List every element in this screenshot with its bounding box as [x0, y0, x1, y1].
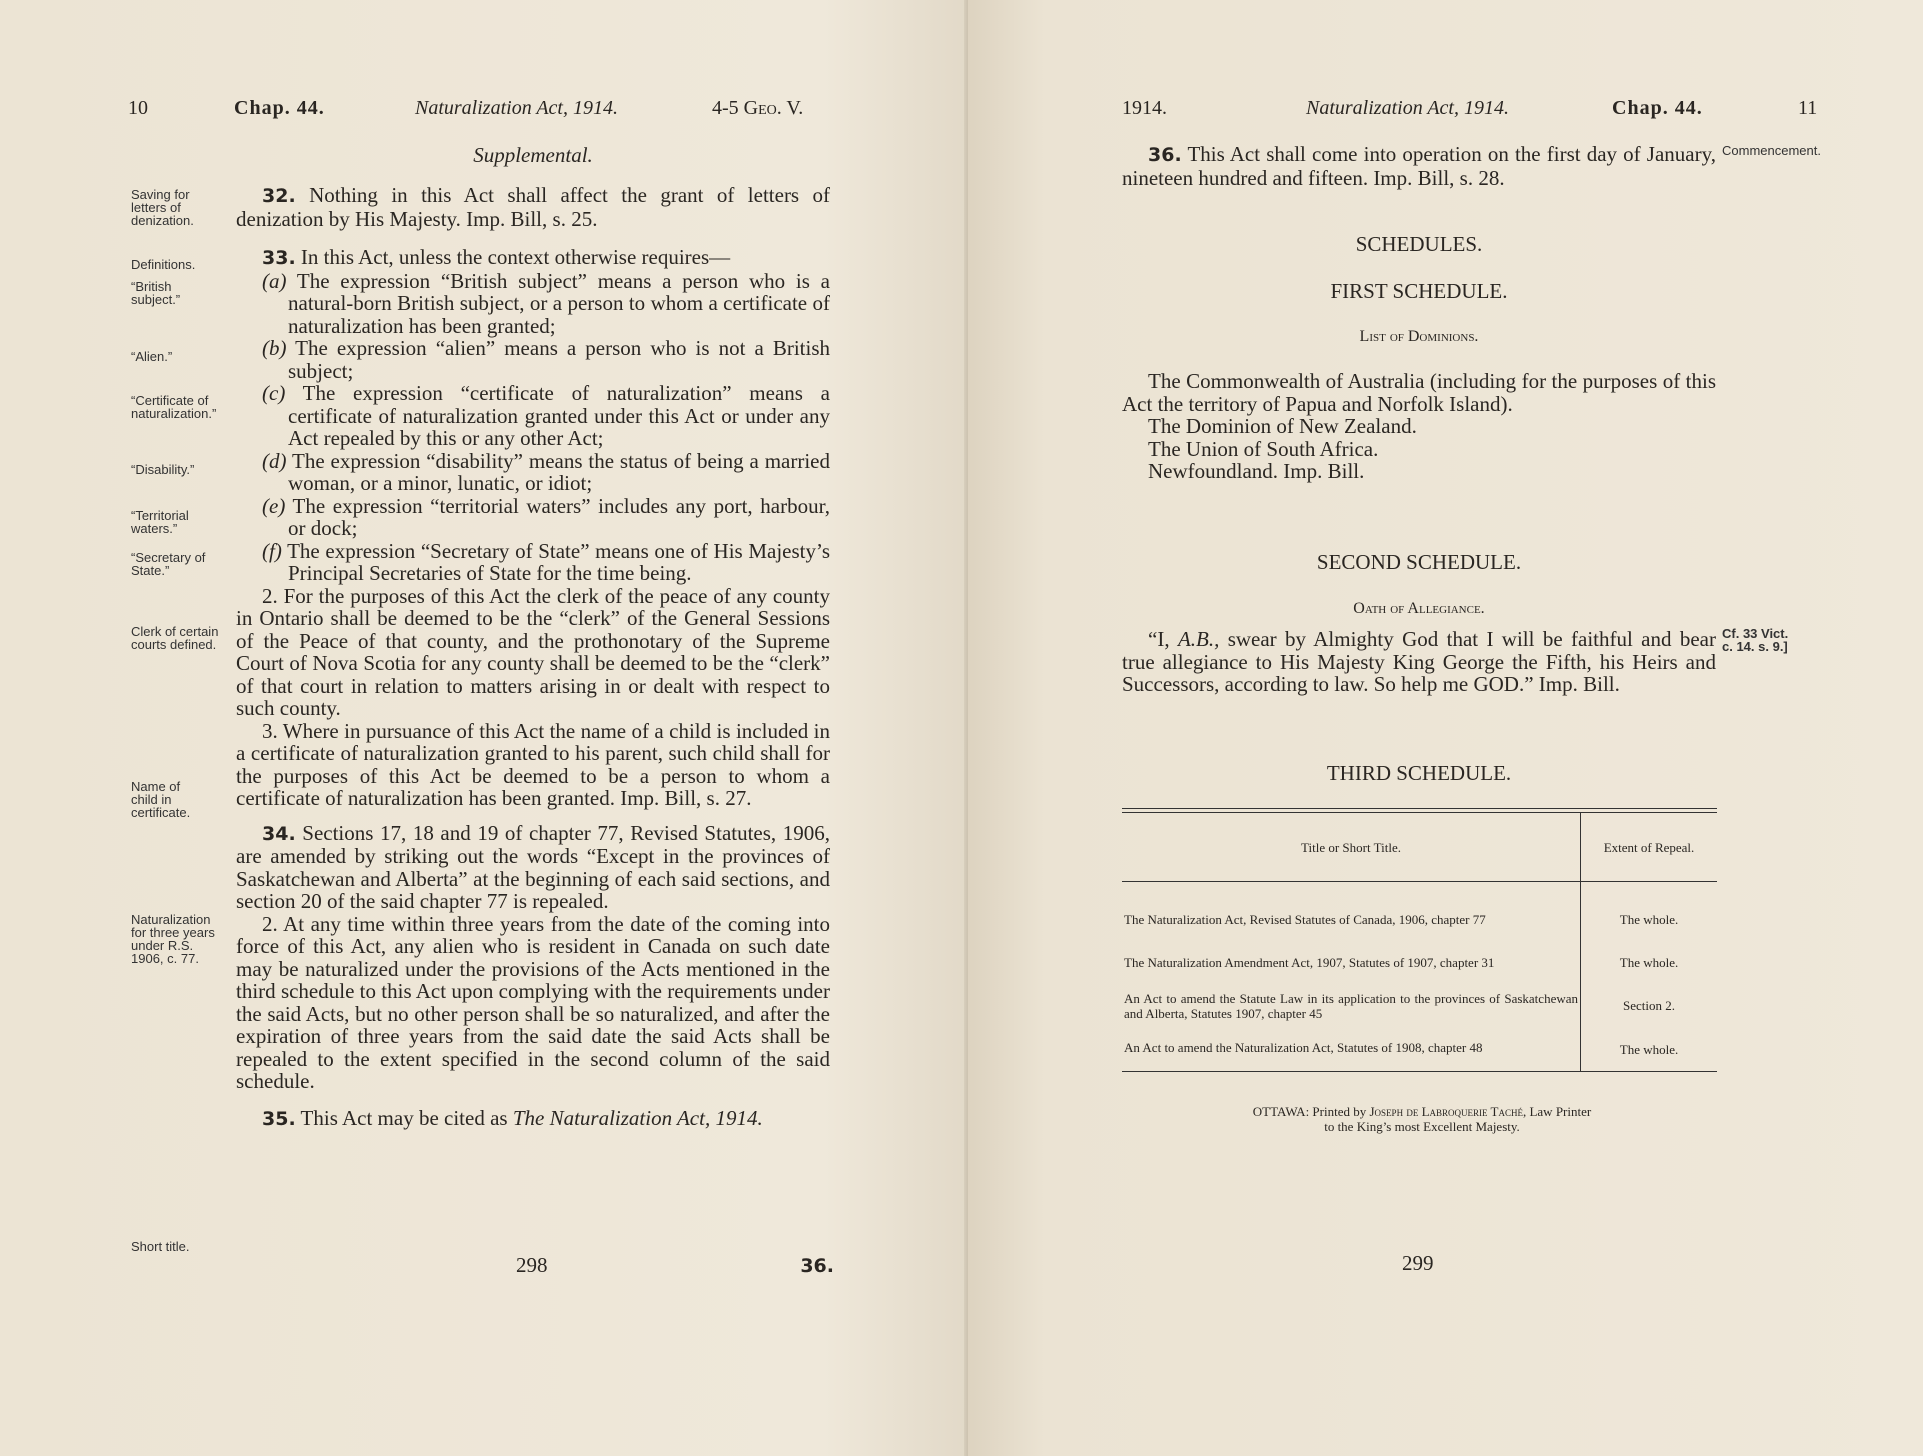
right-page-number: 11 [1798, 97, 1818, 119]
table-row [1122, 984, 1717, 1027]
left-body [236, 184, 830, 1130]
section-34-para-2: 2. At any time within three years from the date of the coming into force of this Act, any alien who is resident in Canada on such date may be naturalized under the provisions of the Acts mentioned in the third schedule to this Act upon complying with the requirements under the said Acts, but no other person shall be so naturalized, and after the expiration of three years from the said date the said Acts shall be repealed to the extent specified in the second column of the said schedule. [236, 911, 830, 1093]
sidenote-british-subject: “British subject.” [131, 279, 181, 307]
section-32: 32. Nothing in this Act shall affect the grant of letters of denization by His Majesty. Imp. Bill, s. 25. [236, 183, 831, 231]
row-title: The Naturalization Amendment Act, 1907, Statutes of 1907, chapter 31 [1122, 941, 1581, 984]
sidenote-saving: Saving for letters of denization. [131, 187, 194, 228]
definition-d: (d) The expression “disability” means the status of being a married woman, or a minor, lunatic, or idiot; [262, 448, 830, 495]
third-schedule-heading: THIRD SCHEDULE. [1326, 761, 1512, 785]
dominion-south-africa: The Union of South Africa. [1148, 436, 1379, 461]
sidenote-definitions: Definitions. [131, 257, 196, 272]
section-33-para-2: 2. For the purposes of this Act the clerk of the peace of any county in Ontario shall be deemed to be the “clerk” of the General Sessions of the Peace of that county, and the prothonotary of the Supreme Court of Nova Scotia for any county shall be deemed to be the “clerk” of that court in relation to matters arising in or dealt with respect to such county. [236, 583, 830, 720]
definition-c: (c) The expression “certificate of naturalization” means a certificate of naturalization granted under this Act or under any Act repealed by this or any other Act; [262, 381, 830, 450]
dominion-new-zealand: The Dominion of New Zealand. [1148, 414, 1417, 438]
left-folio: 298 [516, 1253, 548, 1277]
row-title: An Act to amend the Naturalization Act, Statutes of 1908, chapter 48 [1122, 1027, 1581, 1072]
dominion-australia: The Commonwealth of Australia (including for the purposes of this Act the territory of Papua and Norfolk Island). [1122, 369, 1716, 416]
section-33-para-3: 3. Where in pursuance of this Act the name of a child is included in a certificate of naturalization granted to his parent, such child shall for the purposes of this Act be deemed to be a person to whom a certificate of naturalization has been granted. Imp. Bill, s. 27. [236, 718, 830, 810]
sidenote-oath-citation: Cf. 33 Vict. c. 14. s. 9.] [1722, 626, 1789, 654]
sidenote-short-title: Short title. [131, 1239, 190, 1254]
imprint-line-2: to the King’s most Excellent Majesty. [1324, 1119, 1520, 1134]
row-extent: Section 2. [1623, 998, 1675, 1013]
row-extent: The whole. [1619, 955, 1679, 970]
left-regnal: 4-5 Geo. V. [712, 97, 804, 119]
left-act-title: Naturalization Act, 1914. [415, 97, 618, 119]
section-35: 35. This Act may be cited as The Naturalization Act, 1914. [262, 1105, 763, 1130]
definition-a: (a) The expression “British subject” means a person who is a natural-born British subject, or a person to whom a certificate of naturalization has been granted; [262, 268, 830, 338]
right-page [968, 0, 1923, 1456]
right-folio: 299 [1402, 1251, 1434, 1275]
row-title: An Act to amend the Statute Law in its application to the provinces of Saskatchewan and Alberta, Statutes 1907, chapter 45 [1122, 984, 1581, 1027]
section-33-intro: 33. In this Act, unless the context otherwise requires— [262, 245, 731, 269]
table-row [1122, 941, 1717, 984]
definition-f: (f) The expression “Secretary of State” means one of His Majesty’s Principal Secretaries of State for the time being. [262, 538, 830, 585]
left-chapter: Chap. 44. [234, 97, 325, 119]
table-row [1122, 882, 1717, 942]
table-row [1122, 1027, 1717, 1072]
sidenote-clerk: Clerk of certain courts defined. [131, 624, 219, 652]
dominion-newfoundland: Newfoundland. Imp. Bill. [1148, 459, 1365, 483]
right-chapter: Chap. 44. [1612, 97, 1703, 119]
sidenote-certificate: “Certificate of naturalization.” [131, 393, 217, 421]
definition-e: (e) The expression “territorial waters” includes any port, harbour, or dock; [262, 493, 830, 540]
definition-b: (b) The expression “alien” means a person who is not a British subject; [262, 336, 830, 383]
sidenote-secretary: “Secretary of State.” [131, 550, 206, 578]
imprint-line-1: OTTAWA: Printed by Joseph de Labroquerie Taché, Law Printer [1252, 1104, 1592, 1119]
supplemental-heading: Supplemental. [473, 143, 593, 167]
column-extent: Extent of Repeal. [1581, 813, 1718, 882]
printer-imprint [1142, 1104, 1702, 1134]
row-extent: The whole. [1619, 912, 1679, 927]
right-year: 1914. [1122, 97, 1167, 119]
sidenote-commencement: Commencement. [1722, 143, 1821, 158]
second-schedule-heading: SECOND SCHEDULE. [1316, 550, 1522, 574]
first-schedule-body [1122, 370, 1716, 483]
section-34: 34. Sections 17, 18 and 19 of chapter 77, Revised Statutes, 1906, are amended by striking out the words “Except in the provinces of Saskatchewan and Alberta” at the beginning of each said sections, and section 20 of the said chapter 77 is repealed. [236, 820, 831, 913]
column-title: Title or Short Title. [1122, 813, 1581, 882]
first-schedule-heading: FIRST SCHEDULE. [1330, 279, 1508, 303]
sidenote-disability: “Disability.” [131, 462, 195, 477]
sidenote-territorial: “Territorial waters.” [131, 508, 189, 536]
schedules-heading: SCHEDULES. [1355, 232, 1483, 256]
section-36: 36. This Act shall come into operation on the first day of January, nineteen hundred and fifteen. Imp. Bill, s. 28. [1122, 142, 1716, 190]
row-extent: The whole. [1581, 1027, 1718, 1072]
oath-text: “I, A.B., swear by Almighty God that I will be faithful and bear true allegiance to His Majesty King George the Fifth, his Heirs and Successors, according to law. So help me GOD.” Imp. Bill. [1122, 627, 1716, 696]
oath-heading: Oath of Allegiance. [1353, 600, 1485, 617]
left-page-number: 10 [128, 97, 148, 119]
sidenote-name-child: Name of child in certificate. [131, 779, 191, 820]
row-title: The Naturalization Act, Revised Statutes of Canada, 1906, chapter 77 [1122, 882, 1581, 942]
sidenote-naturalization-three: Naturalization for three years under R.S. 1906, c. 77. [131, 912, 215, 966]
left-catchword: 36. [800, 1255, 834, 1277]
sidenote-alien: “Alien.” [131, 349, 173, 364]
table-header-row [1122, 813, 1717, 882]
right-act-title: Naturalization Act, 1914. [1306, 97, 1509, 119]
repeal-table-wrapper [1122, 808, 1717, 1072]
repeal-table [1122, 813, 1717, 1072]
list-of-dominions-heading: List of Dominions. [1359, 328, 1479, 345]
